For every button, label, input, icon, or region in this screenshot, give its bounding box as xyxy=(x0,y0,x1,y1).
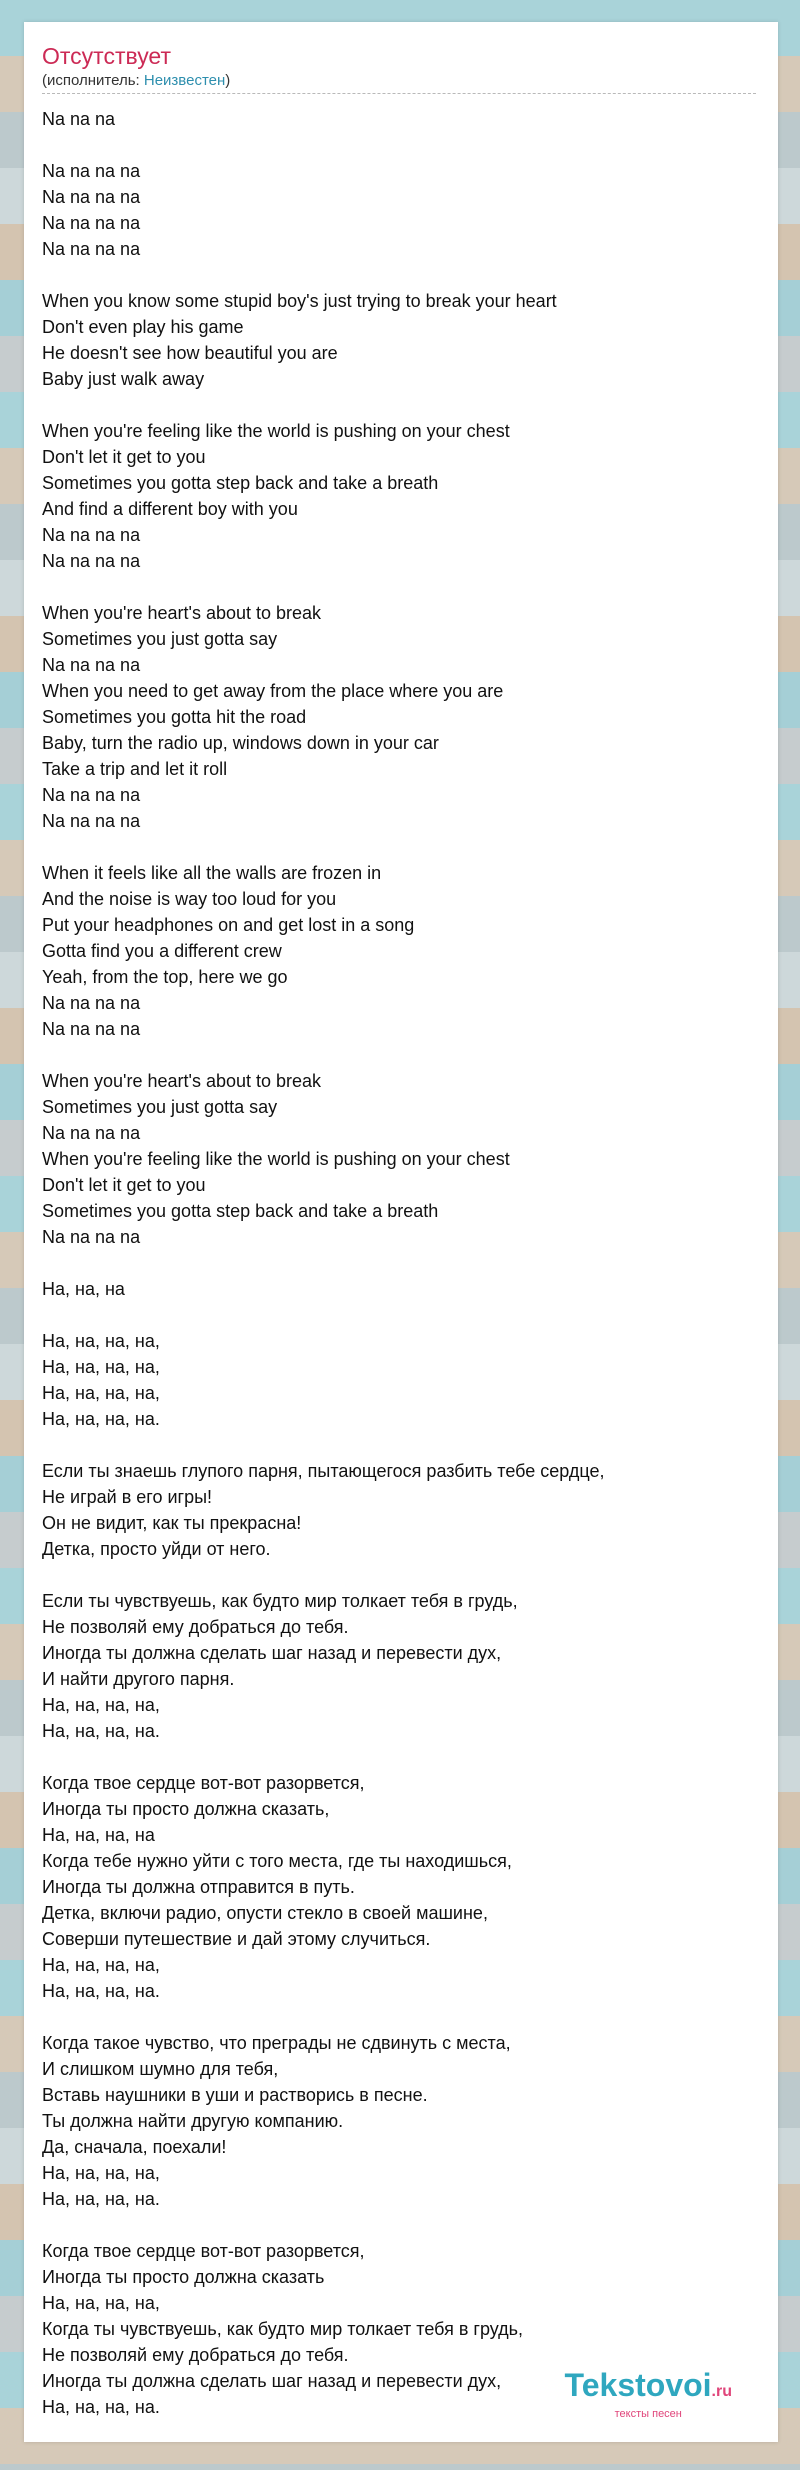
lyric-line: Take a trip and let it roll xyxy=(42,759,228,779)
logo-tagline: тексты песен xyxy=(614,2408,682,2420)
logo-tld: .ru xyxy=(711,2383,732,2400)
stanza-break xyxy=(42,392,762,418)
lyric-line: Когда твое сердце вот-вот разорвется, xyxy=(42,1773,365,1793)
lyric-line: When you're heart's about to break xyxy=(42,1071,322,1091)
lyric-line: And find a different boy with you xyxy=(42,499,298,519)
lyric-line: When you're feeling like the world is pushing on your chest xyxy=(42,421,510,441)
lyric-line: Когда такое чувство, что преграды не сдвинуть с места, xyxy=(42,2033,511,2053)
lyric-line: Na na na na xyxy=(42,525,141,545)
lyric-line: Don't even play his game xyxy=(42,317,244,337)
header-divider xyxy=(42,93,756,94)
lyric-line: When it feels like all the walls are frozen in xyxy=(42,863,382,883)
performer-prefix: (исполнитель: xyxy=(42,72,144,89)
lyric-line: На, на, на, на, xyxy=(42,1955,160,1975)
lyric-line: Соверши путешествие и дай этому случиться. xyxy=(42,1929,431,1949)
stanza-break xyxy=(42,132,762,158)
lyric-line: На, на, на, на, xyxy=(42,1383,160,1403)
lyric-line: Не играй в его игры! xyxy=(42,1487,213,1507)
lyric-line: Baby just walk away xyxy=(42,369,205,389)
lyric-line: Когда ты чувствуешь, как будто мир толкает тебя в грудь, xyxy=(42,2319,524,2339)
stanza-break xyxy=(42,1302,762,1328)
lyric-line: Он не видит, как ты прекрасна! xyxy=(42,1513,302,1533)
lyric-line: Если ты чувствуешь, как будто мир толкает тебя в грудь, xyxy=(42,1591,518,1611)
page-title: Отсутствует xyxy=(42,43,171,69)
lyric-line: Na na na na xyxy=(42,551,141,571)
lyric-line: На, на, на, на, xyxy=(42,1357,160,1377)
stanza-break xyxy=(42,1562,762,1588)
lyric-line: When you're feeling like the world is pushing on your chest xyxy=(42,1149,510,1169)
lyric-line: Sometimes you gotta hit the road xyxy=(42,707,307,727)
lyric-line: Na na na na xyxy=(42,785,141,805)
lyric-line: Иногда ты просто должна сказать, xyxy=(42,1799,330,1819)
stanza-break xyxy=(42,2004,762,2030)
lyric-line: Na na na na xyxy=(42,811,141,831)
lyric-line: Sometimes you just gotta say xyxy=(42,1097,278,1117)
lyric-line: Иногда ты должна сделать шаг назад и перевести дух, xyxy=(42,2371,502,2391)
lyric-line: Na na na na xyxy=(42,1227,141,1247)
lyric-line: Когда тебе нужно уйти с того места, где ты находишься, xyxy=(42,1851,512,1871)
lyric-line: На, на, на, на, xyxy=(42,1331,160,1351)
lyrics-text xyxy=(42,106,762,2420)
lyric-line: На, на, на, на. xyxy=(42,1981,160,2001)
lyric-line: На, на, на, на, xyxy=(42,1695,160,1715)
lyric-line: На, на, на, на. xyxy=(42,2397,160,2417)
stanza-break xyxy=(42,2212,762,2238)
logo-wordmark xyxy=(565,2369,732,2408)
lyric-line: Na na na xyxy=(42,109,116,129)
lyric-line: Детка, просто уйди от него. xyxy=(42,1539,271,1559)
stanza-break xyxy=(42,1432,762,1458)
lyric-line: На, на, на, на. xyxy=(42,1409,160,1429)
performer-link[interactable]: Неизвестен xyxy=(143,72,226,89)
lyric-line: Gotta find you a different crew xyxy=(42,941,282,961)
lyric-line: И найти другого парня. xyxy=(42,1669,235,1689)
lyric-line: На, на, на, на. xyxy=(42,2189,160,2209)
lyric-line: Don't let it get to you xyxy=(42,447,206,467)
lyric-line: Иногда ты просто должна сказать xyxy=(42,2267,325,2287)
lyric-line: Да, сначала, поехали! xyxy=(42,2137,227,2157)
lyric-line: Когда твое сердце вот-вот разорвется, xyxy=(42,2241,365,2261)
lyric-line: When you're heart's about to break xyxy=(42,603,322,623)
lyric-line: Иногда ты должна сделать шаг назад и перевести дух, xyxy=(42,1643,502,1663)
site-logo[interactable] xyxy=(565,2369,732,2420)
lyric-line: Don't let it get to you xyxy=(42,1175,206,1195)
stanza-break xyxy=(42,1042,762,1068)
lyric-line: Не позволяй ему добраться до тебя. xyxy=(42,2345,349,2365)
lyric-line: When you need to get away from the place where you are xyxy=(42,681,504,701)
lyric-line: Вставь наушники в уши и растворись в песне. xyxy=(42,2085,428,2105)
lyric-line: На, на, на, на xyxy=(42,1825,155,1845)
lyric-line: When you know some stupid boy's just trying to break your heart xyxy=(42,291,557,311)
lyric-line: Sometimes you gotta step back and take a breath xyxy=(42,1201,439,1221)
lyric-line: He doesn't see how beautiful you are xyxy=(42,343,338,363)
lyric-line: Na na na na xyxy=(42,213,141,233)
lyric-line: На, на, на, на, xyxy=(42,2293,160,2313)
stanza-break xyxy=(42,574,762,600)
lyric-line: Детка, включи радио, опусти стекло в своей машине, xyxy=(42,1903,488,1923)
lyric-line: Na na na na xyxy=(42,655,141,675)
lyric-line: Sometimes you gotta step back and take a breath xyxy=(42,473,439,493)
performer-line xyxy=(42,72,230,90)
logo-name: Tekstovoi xyxy=(564,2367,712,2403)
lyric-line: Na na na na xyxy=(42,161,141,181)
lyric-line: And the noise is way too loud for you xyxy=(42,889,337,909)
lyric-line: На, на, на, на. xyxy=(42,1721,160,1741)
stanza-break xyxy=(42,834,762,860)
lyrics-card xyxy=(24,22,778,2442)
lyric-line: Put your headphones on and get lost in a song xyxy=(42,915,415,935)
lyric-line: Baby, turn the radio up, windows down in your car xyxy=(42,733,439,753)
stanza-break xyxy=(42,1744,762,1770)
lyric-line: Na na na na xyxy=(42,1123,141,1143)
lyric-line: Na na na na xyxy=(42,187,141,207)
lyric-line: Na na na na xyxy=(42,1019,141,1039)
lyric-line: На, на, на, на, xyxy=(42,2163,160,2183)
stanza-break xyxy=(42,1250,762,1276)
lyric-line: И слишком шумно для тебя, xyxy=(42,2059,279,2079)
lyric-line: Если ты знаешь глупого парня, пытающегося разбить тебе сердце, xyxy=(42,1461,605,1481)
lyric-line: Na na na na xyxy=(42,239,141,259)
lyric-line: Ты должна найти другую компанию. xyxy=(42,2111,344,2131)
lyric-line: Не позволяй ему добраться до тебя. xyxy=(42,1617,349,1637)
lyric-line: Yeah, from the top, here we go xyxy=(42,967,288,987)
lyric-line: Na na na na xyxy=(42,993,141,1013)
lyric-line: Иногда ты должна отправится в путь. xyxy=(42,1877,355,1897)
performer-suffix: ) xyxy=(225,72,231,89)
stanza-break xyxy=(42,262,762,288)
lyric-line: Sometimes you just gotta say xyxy=(42,629,278,649)
lyric-line: На, на, на xyxy=(42,1279,125,1299)
